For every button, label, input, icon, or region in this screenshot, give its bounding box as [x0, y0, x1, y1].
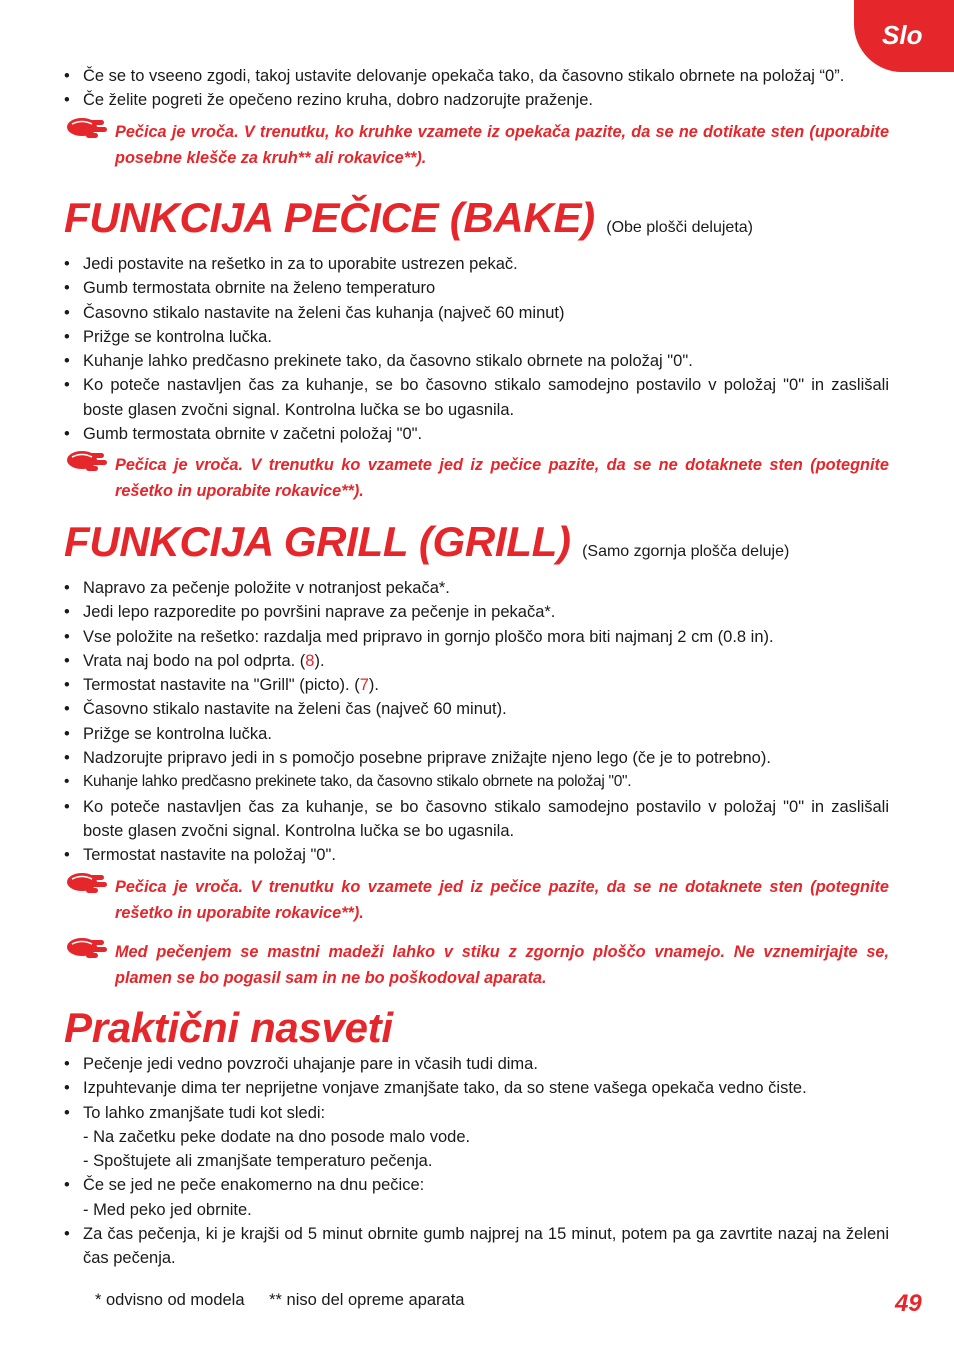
- bake-section: [64, 194, 889, 504]
- heading-note: (Samo zgornja plošča deluje): [582, 543, 790, 560]
- warning-text: Med pečenjem se mastni madeži lahko v stiku z zgornjo ploščo vnamejo. Ne vznemirjajte se, plamen se bo pogasil sam in ne bo poškodoval aparata.: [115, 942, 889, 987]
- tips-section: [64, 1004, 889, 1271]
- item-text: Vrata naj bodo na pol odprta. (: [83, 651, 306, 670]
- warning-text: Pečica je vroča. V trenutku, ko kruhke vzamete iz opekača pazite, da se ne dotikate sten (uporabite posebne klešče za kruh** ali rokavice**).: [115, 122, 889, 167]
- list-item: • Prižge se kontrolna lučka.: [64, 325, 889, 349]
- warning-text: Pečica je vroča. V trenutku ko vzamete jed iz pečice pazite, da se ne dotaknete sten (potegnite rešetko in uporabite rokavice**).: [115, 877, 889, 922]
- list-subitem: - Spoštujete ali zmanjšate temperaturo pečenja.: [83, 1152, 433, 1171]
- warning-note: [64, 452, 889, 504]
- language-tab: [854, 0, 954, 72]
- section-heading: [64, 194, 889, 252]
- list-item: • Jedi postavite na rešetko in za to uporabite ustrezen pekač.: [64, 252, 889, 276]
- list-subitem: - Med peko jed obrnite.: [83, 1200, 252, 1219]
- hand-warning-icon: [66, 871, 108, 895]
- list-item: • Če se to vseeno zgodi, takoj ustavite delovanje opekača tako, da časovno stikalo obrnete na položaj “0”.: [64, 64, 889, 88]
- list-item: • Termostat nastavite na položaj "0".: [64, 843, 889, 867]
- list-subitem: - Na začetku peke dodate na dno posode malo vode.: [83, 1127, 471, 1146]
- list-item: [64, 673, 889, 697]
- warning-note: [64, 874, 889, 926]
- figure-ref-link[interactable]: 8: [305, 651, 315, 670]
- item-text-end: ).: [368, 676, 379, 695]
- intro-section: [64, 64, 889, 171]
- warning-note: [64, 939, 889, 991]
- hand-warning-icon: [66, 936, 108, 960]
- tips-list: [64, 1052, 889, 1271]
- heading-note: (Obe plošči delujeta): [606, 219, 753, 236]
- list-item: • Kuhanje lahko predčasno prekinete tako, da časovno stikalo obrnete na položaj "0".: [64, 349, 889, 373]
- footnote-accessory: ** niso del opreme aparata: [269, 1291, 465, 1309]
- list-item: • Ko poteče nastavljen čas za kuhanje, se bo časovno stikalo samodejno postavilo v položaj "0" in zaslišali boste glasen zvočni signal. Kontrolna lučka se bo ugasnila.: [64, 373, 889, 422]
- list-item: • Pečenje jedi vedno povzroči uhajanje pare in včasih tudi dima.: [64, 1052, 889, 1076]
- list-item: • Izpuhtevanje dima ter neprijetne vonjave zmanjšate tako, da so stene vašega opekača vedno čiste.: [64, 1076, 889, 1100]
- list-item: • Kuhanje lahko predčasno prekinete tako, da časovno stikalo obrnete na položaj "0".: [64, 770, 889, 794]
- list-item: • Vse položite na rešetko: razdalja med pripravo in gornjo ploščo mora biti najmanj 2 cm (0.8 in).: [64, 625, 889, 649]
- list-item: • Ko poteče nastavljen čas za kuhanje, se bo časovno stikalo samodejno postavilo v položaj "0" in zaslišali boste glasen zvočni signal. Kontrolna lučka se bo ugasnila.: [64, 795, 889, 844]
- grill-section: [64, 518, 889, 991]
- section-heading: [64, 518, 889, 576]
- list-item: • Časovno stikalo nastavite na želeni čas kuhanja (največ 60 minut): [64, 301, 889, 325]
- item-text: Termostat nastavite na "Grill" (picto). (: [83, 676, 360, 695]
- heading-title: FUNKCIJA PEČICE (BAKE): [64, 194, 595, 241]
- hand-warning-icon: [66, 116, 108, 140]
- list-item: • Za čas pečenja, ki je krajši od 5 minut obrnite gumb najprej na 15 minut, potem pa ga zavrtite nazaj na želeni čas pečenja.: [64, 1222, 889, 1271]
- figure-ref-link[interactable]: 7: [359, 676, 369, 695]
- list-item: • Nadzorujte pripravo jedi in s pomočjo posebne priprave znižajte njeno lego (če je to potrebno).: [64, 746, 889, 770]
- section-heading: [64, 1004, 889, 1052]
- heading-title: Praktični nasveti: [64, 1004, 393, 1051]
- list-item: • Gumb termostata obrnite v začetni položaj "0".: [64, 422, 889, 446]
- footnote-model: * odvisno od modela: [95, 1291, 245, 1309]
- warning-text: Pečica je vroča. V trenutku ko vzamete jed iz pečice pazite, da se ne dotaknete sten (potegnite rešetko in uporabite rokavice**).: [115, 456, 889, 501]
- hand-warning-icon: [66, 449, 108, 473]
- list-item: • Če želite pogreti že opečeno rezino kruha, dobro nadzorujte praženje.: [64, 88, 889, 112]
- list-item: • To lahko zmanjšate tudi kot sledi:: [64, 1101, 889, 1125]
- heading-title: FUNKCIJA GRILL (GRILL): [64, 518, 571, 565]
- list-item: • Jedi lepo razporedite po površini naprave za pečenje in pekača*.: [64, 600, 889, 624]
- list-item: • Če se jed ne peče enakomerno na dnu pečice:: [64, 1173, 889, 1197]
- warning-note: [64, 119, 889, 171]
- page-number: 49: [895, 1290, 922, 1317]
- language-tab-label: Slo: [882, 20, 923, 50]
- footnotes: [95, 1291, 484, 1310]
- grill-list: [64, 576, 889, 868]
- bake-list: [64, 252, 889, 446]
- list-item: • Napravo za pečenje položite v notranjost pekača*.: [64, 576, 889, 600]
- list-item: • Gumb termostata obrnite na želeno temperaturo: [64, 276, 889, 300]
- list-item: • Časovno stikalo nastavite na želeni čas (največ 60 minut).: [64, 697, 889, 721]
- item-text-end: ).: [314, 651, 325, 670]
- list-item: [64, 649, 889, 673]
- list-item: • Prižge se kontrolna lučka.: [64, 722, 889, 746]
- intro-list: [64, 64, 889, 113]
